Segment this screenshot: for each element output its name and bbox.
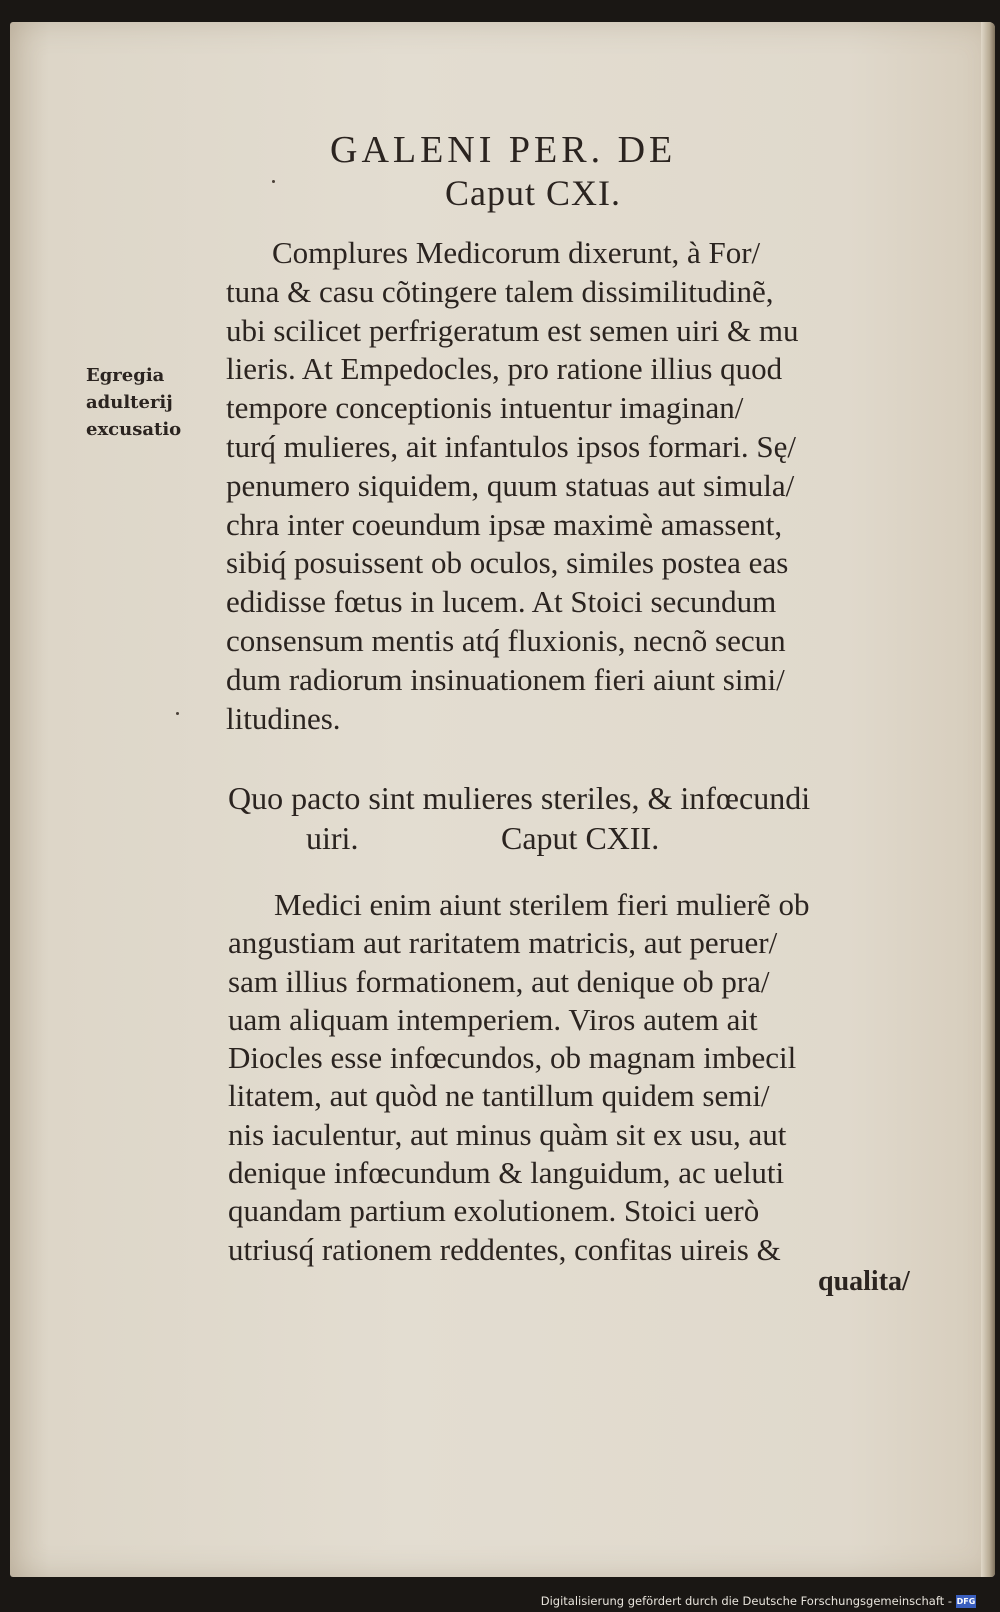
digitization-footer [541,1590,976,1612]
text-line: dum radiorum insinuationem fieri aiunt simi/ [226,661,785,697]
text-line: angustiam aut raritatem matricis, aut peruer/ [228,925,778,961]
text-line: quandam partium exolutionem. Stoici uerò [228,1193,760,1229]
text-line: litatem, aut quòd ne tantillum quidem semi/ [228,1078,770,1114]
chapter-112-title: Quo pacto sint mulieres steriles, & infœcundi [228,780,811,816]
ink-speck [176,712,179,715]
chapter-112-body [228,886,938,1269]
text-line: sibiq́ posuissent ob oculos, similes postea eas [226,545,789,581]
chapter-111-body [226,234,936,738]
text-line: tuna & casu cõtingere talem dissimilitudinẽ, [226,273,774,309]
text-line: denique infœcundum & languidum, ac ueluti [228,1155,785,1191]
margin-note-line: Egregia [86,365,165,386]
text-line: penumero siquidem, quum statuas aut simula/ [226,467,795,503]
chapter-111-caption: Caput CXI. [445,173,621,213]
text-line: chra inter coeundum ipsæ maximè amassent, [226,506,783,542]
chapter-112-heading [228,778,948,858]
text-line: consensum mentis atq́ fluxionis, necnõ secun [226,622,786,658]
text-line: lieris. At Empedocles, pro ratione illius quod [226,351,783,387]
text-line: Medici enim aiunt sterilem fieri mulierẽ ob [274,887,810,922]
text-line: ubi scilicet perfrigeratum est semen uiri & mu [226,312,799,348]
margin-note-line: adulterij [86,392,173,413]
text-line: edidisse fœtus in lucem. At Stoici secundum [226,584,777,620]
text-line: Complures Medicorum dixerunt, à For/ [272,235,761,270]
text-line: uam aliquam intemperiem. Viros autem ait [228,1001,758,1037]
text-line: turq́ mulieres, ait infantulos ipsos formari. Sę/ [226,428,796,464]
ink-speck [272,180,275,183]
margin-note-line: excusatio [86,419,182,440]
text-line: nis iaculentur, aut minus quàm sit ex usu, aut [228,1116,787,1152]
dfg-logo: DFG [956,1596,976,1606]
margin-note [86,362,216,443]
chapter-112-caption: Caput CXII. [501,820,660,856]
footer-text: Digitalisierung gefördert durch die Deutsche Forschungsgemeinschaft - [540,1594,952,1608]
running-head: GALENI PER. DE [330,129,677,171]
text-line: tempore conceptionis intuentur imaginan/ [226,390,744,426]
chapter-112-title-end: uiri. [306,820,359,856]
text-line: utriusq́ rationem reddentes, confitas uireis & [228,1231,781,1267]
text-line: Diocles esse infœcundos, ob magnam imbecil [228,1040,797,1076]
text-line: sam illius formationem, aut denique ob pra/ [228,963,770,999]
catchword: qualita/ [818,1266,910,1297]
text-line: litudines. [226,700,341,736]
page-edge [981,22,995,1577]
